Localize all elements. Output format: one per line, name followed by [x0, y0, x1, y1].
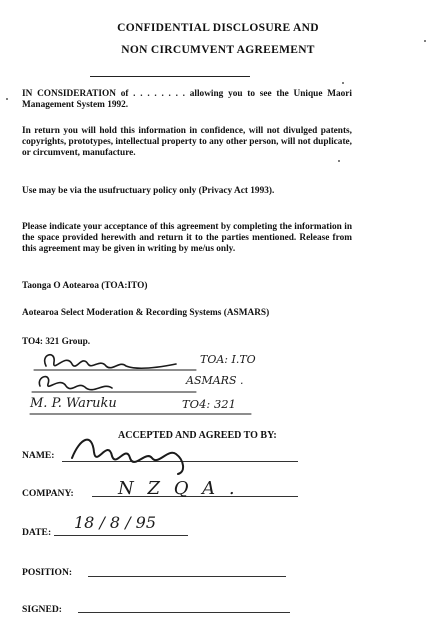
signature-1-note: TOA: I.TO — [200, 353, 256, 366]
date-label: DATE: — [22, 527, 52, 538]
document-title-line-1: CONFIDENTIAL DISCLOSURE AND — [117, 22, 319, 34]
usage-paragraph: Use may be via the usufructuary policy only (Privacy Act 1993). — [22, 186, 275, 196]
date-line — [54, 535, 188, 536]
position-line — [88, 576, 286, 577]
acceptance-paragraph: Please indicate your acceptance of this agreement by completing the information in the space provided herewith and return it to the parties mentioned. Release from this agreement may be given in writing by me/us only. — [22, 222, 352, 254]
company-value: N Z Q A . — [118, 478, 239, 499]
party-to4-321: TO4: 321 Group. — [22, 337, 91, 347]
party-asmars: Aotearoa Select Moderation & Recording Systems (ASMARS) — [22, 308, 270, 318]
document-title-line-2: NON CIRCUMVENT AGREEMENT — [121, 44, 315, 56]
name-label: NAME: — [22, 450, 55, 461]
scan-speck — [338, 160, 340, 162]
consideration-paragraph: IN CONSIDERATION of . . . . . . . . allowing you to see the Unique Maori Management System 1992. — [22, 89, 352, 110]
accepted-agreed-heading: ACCEPTED AND AGREED TO BY: — [118, 430, 277, 441]
signature-3-note: TO4: 321 — [182, 397, 236, 411]
scan-speck — [424, 40, 426, 42]
scan-speck — [6, 98, 8, 100]
signed-label: SIGNED: — [22, 604, 62, 615]
date-value: 18 / 8 / 95 — [74, 513, 157, 532]
signed-line — [78, 612, 290, 613]
signature-3-name: M. P. Waruku — [30, 396, 117, 411]
confidence-paragraph: In return you will hold this information in confidence, will not divulged patents, copyrights, prototypes, intellectual property to any other person, will not duplicate, or circumvent, manufacture. — [22, 126, 352, 158]
signature-stroke — [45, 355, 176, 368]
name-signature — [68, 428, 198, 478]
party-toa-ito: Taonga O Aotearoa (TOA:ITO) — [22, 281, 148, 291]
company-label: COMPANY: — [22, 488, 74, 499]
signature-2-note: ASMARS . — [186, 374, 244, 387]
scan-speck — [342, 82, 344, 84]
position-label: POSITION: — [22, 567, 73, 578]
signature-stroke — [39, 377, 112, 390]
title-underline — [90, 76, 250, 77]
